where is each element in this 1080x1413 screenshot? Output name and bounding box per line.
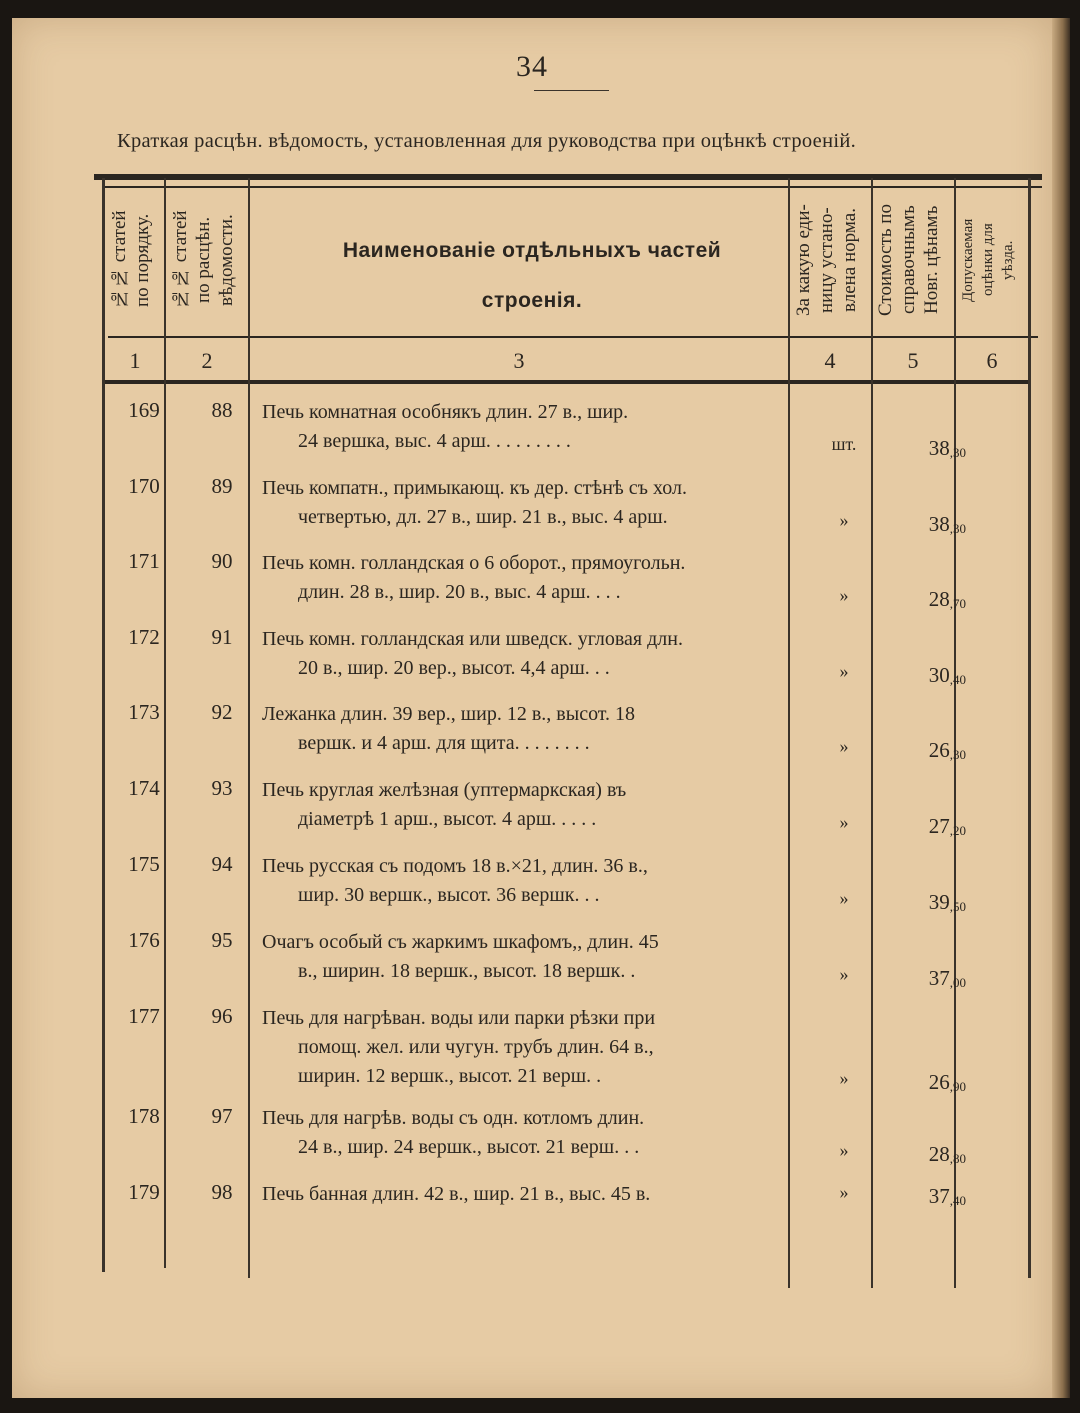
row-ref-number: 88 [211, 398, 233, 422]
row-ref-number: 98 [211, 1180, 233, 1204]
row-description [262, 700, 797, 758]
col5-divider [954, 178, 956, 1288]
row-description [262, 1180, 797, 1209]
row-description [262, 776, 797, 834]
row-description-line: вершк. и 4 арш. для щита. . . . . . . . [298, 732, 590, 754]
row-unit: » [839, 510, 849, 530]
row-ref-number: 95 [211, 928, 233, 952]
row-price [890, 587, 966, 612]
row-description-line: Печь комн. голландская о 6 оборот., прямоугольн. [262, 552, 686, 574]
row-price-dec-value: 80 [953, 1151, 966, 1166]
row-description-line: в., ширин. 18 вершк., высот. 18 вершк. . [298, 960, 636, 982]
page-number-rule [534, 90, 609, 91]
row-number: 176 [128, 928, 160, 952]
row-unit: » [839, 812, 849, 832]
row-price-dec: ,70 [949, 596, 966, 611]
row-price-int: 30 [928, 663, 950, 687]
row-description-line: Печь для нагрѣван. воды или парки рѣзки при [262, 1007, 656, 1029]
row-price-int: 39 [928, 890, 950, 914]
row-price-dec: ,50 [949, 899, 966, 914]
row-price-int: 38 [928, 512, 950, 536]
header-bottom-rule [104, 380, 1029, 384]
row-description [262, 1004, 797, 1091]
row-price-dec-value: 30 [953, 747, 966, 762]
header-col3 [267, 226, 797, 326]
row-description-line: Печь комн. голландская или шведск. угловая длн. [262, 628, 683, 650]
row-description-line: 24 в., шир. 24 вершк., высот. 21 верш. . . [298, 1136, 640, 1158]
row-description [262, 928, 797, 986]
row-description-line: Лежанка длин. 39 вер., шир. 12 в., высот. 18 [262, 703, 636, 725]
row-price-int: 38 [928, 436, 950, 460]
row-description-line: Печь круглая желѣзная (уптермаркская) въ [262, 779, 627, 801]
row-unit: » [839, 888, 849, 908]
row-number: 175 [128, 852, 160, 876]
header-col2: №№ статей по расцѣн. вѣдомости. [170, 210, 237, 310]
row-price-dec-value: 30 [953, 521, 966, 536]
row-price [890, 1184, 966, 1209]
row-description-line: длин. 28 в., шир. 20 в., выс. 4 арш. . . . [298, 581, 621, 603]
row-price-dec-value: 30 [953, 445, 966, 460]
row-number: 174 [128, 776, 160, 800]
row-price-dec: ,80 [949, 1151, 966, 1166]
row-price-dec: ,30 [949, 521, 966, 536]
row-unit: » [839, 1182, 849, 1202]
row-description-line: Печь русская съ подомъ 18 в.×21, длин. 36 в., [262, 855, 648, 877]
col4-divider [871, 178, 873, 1288]
table-right-border [1028, 178, 1031, 1278]
row-price [890, 814, 966, 839]
row-number: 170 [128, 474, 160, 498]
row-description [262, 549, 797, 607]
row-price-dec: ,30 [949, 445, 966, 460]
row-description-line: діаметрѣ 1 арш., высот. 4 арш. . . . . [298, 808, 597, 830]
row-description [262, 625, 797, 683]
row-price [890, 1070, 966, 1095]
row-price-dec-value: 50 [953, 899, 966, 914]
row-price-dec: ,90 [949, 1079, 966, 1094]
header-col1: №№ статей по порядку. [109, 210, 153, 310]
row-description [262, 852, 797, 910]
row-ref-number: 97 [211, 1104, 233, 1128]
row-description-line: 20 в., шир. 20 вер., высот. 4,4 арш. . . [298, 657, 610, 679]
row-price [890, 436, 966, 461]
row-price-int: 37 [928, 1184, 950, 1208]
row-description-line: ширин. 12 вершк., высот. 21 верш. . [298, 1065, 602, 1087]
row-price [890, 1142, 966, 1167]
row-price [890, 512, 966, 537]
row-number: 177 [128, 1004, 160, 1028]
row-ref-number: 93 [211, 776, 233, 800]
column-number-6: 6 [986, 348, 998, 373]
header-col6: Допускаемая оцѣнки для уѣзда. [960, 218, 1016, 302]
row-price-int: 28 [928, 1142, 950, 1166]
row-price [890, 890, 966, 915]
row-number: 172 [128, 625, 160, 649]
row-price-dec-value: 40 [953, 1193, 966, 1208]
row-unit: » [839, 1068, 849, 1088]
row-description [262, 398, 797, 456]
row-description [262, 1104, 797, 1162]
header-col3-line1: Наименованіе отдѣльныхъ частей [342, 239, 722, 262]
header-col5: Стоимость по справочнымъ Новг. цѣнамъ [875, 204, 942, 316]
row-number: 171 [128, 549, 160, 573]
row-ref-number: 91 [211, 625, 233, 649]
row-ref-number: 94 [211, 852, 233, 876]
row-number: 169 [128, 398, 160, 422]
row-description-line: Печь компатн., примыкающ. къ дер. стѣнѣ съ хол. [262, 477, 687, 499]
row-price-dec-value: 20 [953, 823, 966, 838]
row-unit: » [839, 1140, 849, 1160]
row-unit: шт. [831, 434, 857, 454]
row-unit: » [839, 661, 849, 681]
row-price-dec-value: 00 [953, 975, 966, 990]
row-price-int: 27 [928, 814, 950, 838]
row-unit: » [839, 964, 849, 984]
row-price-dec-value: 70 [953, 596, 966, 611]
row-price-dec: ,40 [949, 672, 966, 687]
page-number: 34 [516, 50, 548, 83]
row-unit: » [839, 585, 849, 605]
row-price-int: 26 [928, 1070, 950, 1094]
row-description-line: шир. 30 вершк., высот. 36 вершк. . . [298, 884, 600, 906]
row-description-line: 24 вершка, выс. 4 арш. . . . . . . . . [298, 430, 571, 452]
column-number-2: 2 [201, 348, 213, 373]
document-page [12, 18, 1052, 1398]
row-ref-number: 89 [211, 474, 233, 498]
row-price-dec-value: 40 [953, 672, 966, 687]
row-price-int: 26 [928, 738, 950, 762]
row-ref-number: 92 [211, 700, 233, 724]
row-price-dec: ,20 [949, 823, 966, 838]
row-description-line: помощ. жел. или чугун. трубъ длин. 64 в., [298, 1036, 654, 1058]
row-price-dec: ,40 [949, 1193, 966, 1208]
column-number-5: 5 [907, 348, 919, 373]
row-ref-number: 96 [211, 1004, 233, 1028]
row-description-line: Печь комнатная особнякъ длин. 27 в., шир. [262, 401, 629, 423]
page-edge [1052, 18, 1070, 1398]
column-number-3: 3 [513, 348, 525, 373]
table-left-border [102, 178, 105, 1272]
row-description-line: Печь банная длин. 42 в., шир. 21 в., выс. 45 в. [262, 1183, 651, 1205]
header-top-rule [94, 174, 1042, 180]
row-price [890, 738, 966, 763]
row-description [262, 474, 797, 532]
header-col4: За какую еди- ницу устано- влена норма. [793, 204, 860, 316]
row-description-line: Очагъ особый съ жаркимъ шкафомъ,, длин. 45 [262, 931, 659, 953]
row-unit: » [839, 736, 849, 756]
column-number-4: 4 [824, 348, 836, 373]
row-number: 179 [128, 1180, 160, 1204]
row-price-dec-value: 90 [953, 1079, 966, 1094]
row-price-dec: ,30 [949, 747, 966, 762]
row-price [890, 966, 966, 991]
row-price-int: 37 [928, 966, 950, 990]
table-title: Краткая расцѣн. вѣдомость, установленная для руководства при оцѣнкѣ строеній. [117, 130, 857, 152]
column-number-1: 1 [129, 348, 141, 373]
row-description-line: Печь для нагрѣв. воды съ одн. котломъ длин. [262, 1107, 645, 1129]
row-number: 178 [128, 1104, 160, 1128]
row-number: 173 [128, 700, 160, 724]
row-ref-number: 90 [211, 549, 233, 573]
row-price-int: 28 [928, 587, 950, 611]
row-price-dec: ,00 [949, 975, 966, 990]
row-description-line: четвертью, дл. 27 в., шир. 21 в., выс. 4 арш. [298, 506, 668, 528]
row-price [890, 663, 966, 688]
header-col3-line2: строенія. [481, 289, 583, 312]
